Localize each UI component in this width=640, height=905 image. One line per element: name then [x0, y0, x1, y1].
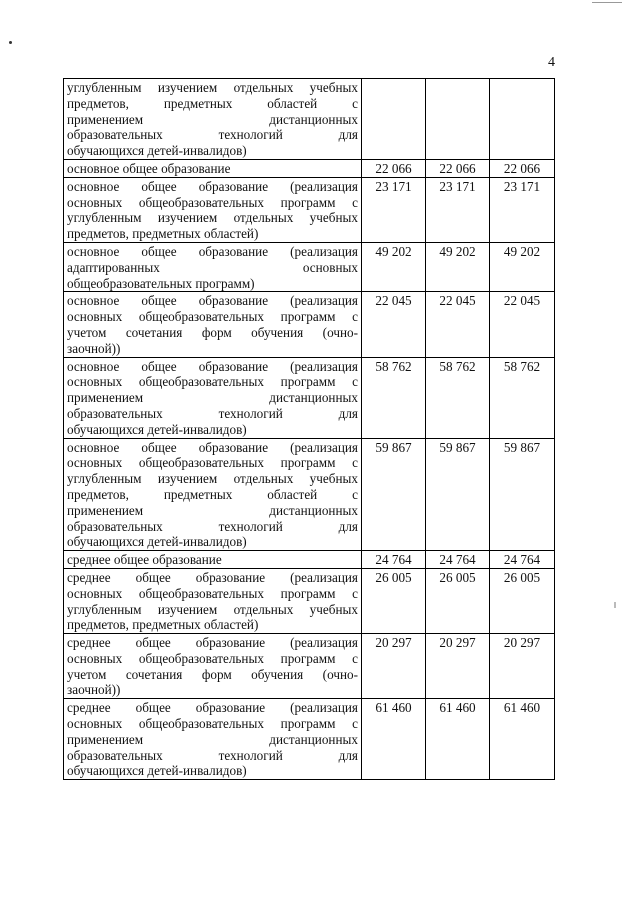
- value-cell-year-1: 49 202: [362, 242, 426, 291]
- description-line: применением дистанционных: [67, 731, 358, 747]
- description-line: обучающихся детей-инвалидов): [67, 421, 247, 437]
- description-line: основное общее образование (реализация: [67, 178, 358, 194]
- page-number: 4: [548, 55, 555, 70]
- table-row: [64, 634, 555, 699]
- description-line: основных общеобразовательных программ с: [67, 716, 358, 732]
- description-line: углубленным изучением отдельных учебных: [67, 471, 358, 487]
- education-level-cell: [64, 242, 362, 291]
- description-line: заочной)): [67, 682, 121, 698]
- description-line: углубленным изучением отдельных учебных: [67, 601, 358, 617]
- value-cell-year-2: 61 460: [426, 699, 490, 780]
- description-line: основных общеобразовательных программ с: [67, 650, 358, 666]
- table-row: [64, 79, 555, 160]
- description-line: адаптированных основных: [67, 259, 358, 275]
- description-line: углубленным изучением отдельных учебных: [67, 80, 358, 95]
- description-line: обучающихся детей-инвалидов): [67, 143, 247, 159]
- description-line: среднее общее образование: [67, 552, 222, 568]
- value-cell-year-3: [490, 79, 555, 160]
- education-level-cell: [64, 292, 362, 357]
- value-cell-year-2: 20 297: [426, 634, 490, 699]
- description-line: предметов, предметных областей с: [67, 95, 358, 111]
- cost-table: [63, 78, 555, 780]
- description-line: образовательных технологий для: [67, 747, 358, 763]
- value-cell-year-1: 59 867: [362, 438, 426, 551]
- description-line: основное общее образование (реализация: [67, 358, 358, 374]
- value-cell-year-1: [362, 79, 426, 160]
- description-line: основных общеобразовательных программ с: [67, 194, 358, 210]
- description-line: учетом сочетания форм обучения (очно-: [67, 324, 358, 340]
- description-line: предметов, предметных областей): [67, 617, 259, 633]
- description-line: применением дистанционных: [67, 111, 358, 127]
- value-cell-year-2: 22 066: [426, 159, 490, 177]
- value-cell-year-2: 49 202: [426, 242, 490, 291]
- description-line: основных общеобразовательных программ с: [67, 309, 358, 325]
- value-cell-year-2: 58 762: [426, 357, 490, 438]
- table-row: [64, 242, 555, 291]
- description-line: основных общеобразовательных программ с: [67, 455, 358, 471]
- description-line: образовательных технологий для: [67, 518, 358, 534]
- value-cell-year-1: 58 762: [362, 357, 426, 438]
- table-row: [64, 159, 555, 177]
- value-cell-year-3: 20 297: [490, 634, 555, 699]
- description-line: основное общее образование (реализация: [67, 439, 358, 455]
- description-line: общеобразовательных программ): [67, 275, 255, 291]
- value-cell-year-3: 59 867: [490, 438, 555, 551]
- description-line: среднее общее образование (реализация: [67, 569, 358, 585]
- value-cell-year-2: [426, 79, 490, 160]
- value-cell-year-1: 61 460: [362, 699, 426, 780]
- value-cell-year-1: 24 764: [362, 551, 426, 569]
- description-line: заочной)): [67, 340, 121, 356]
- table-row: [64, 357, 555, 438]
- value-cell-year-3: 22 045: [490, 292, 555, 357]
- description-line: основных общеобразовательных программ с: [67, 585, 358, 601]
- education-level-cell: [64, 551, 362, 569]
- description-line: применением дистанционных: [67, 390, 358, 406]
- value-cell-year-1: 20 297: [362, 634, 426, 699]
- education-level-cell: [64, 699, 362, 780]
- table-row: [64, 699, 555, 780]
- scan-edge-line: [592, 2, 622, 3]
- value-cell-year-3: 24 764: [490, 551, 555, 569]
- education-level-cell: [64, 438, 362, 551]
- description-line: основное общее образование: [67, 160, 231, 176]
- description-line: основное общее образование (реализация: [67, 243, 358, 259]
- scan-margin-mark: [614, 602, 616, 608]
- value-cell-year-1: 22 045: [362, 292, 426, 357]
- education-level-cell: [64, 634, 362, 699]
- description-line: основное общее образование (реализация: [67, 293, 358, 309]
- description-line: среднее общее образование (реализация: [67, 700, 358, 716]
- value-cell-year-3: 49 202: [490, 242, 555, 291]
- description-line: обучающихся детей-инвалидов): [67, 763, 247, 779]
- value-cell-year-2: 24 764: [426, 551, 490, 569]
- table-row: [64, 177, 555, 242]
- value-cell-year-3: 61 460: [490, 699, 555, 780]
- cost-table-body: [64, 79, 555, 780]
- value-cell-year-1: 22 066: [362, 159, 426, 177]
- value-cell-year-3: 23 171: [490, 177, 555, 242]
- description-line: учетом сочетания форм обучения (очно-: [67, 666, 358, 682]
- description-line: образовательных технологий для: [67, 405, 358, 421]
- description-line: обучающихся детей-инвалидов): [67, 534, 247, 550]
- education-level-cell: [64, 79, 362, 160]
- table-row: [64, 438, 555, 551]
- education-level-cell: [64, 177, 362, 242]
- education-level-cell: [64, 568, 362, 633]
- value-cell-year-3: 26 005: [490, 568, 555, 633]
- description-line: предметов, предметных областей с: [67, 486, 358, 502]
- table-row: [64, 292, 555, 357]
- value-cell-year-2: 26 005: [426, 568, 490, 633]
- description-line: применением дистанционных: [67, 502, 358, 518]
- education-level-cell: [64, 357, 362, 438]
- description-line: углубленным изучением отдельных учебных: [67, 210, 358, 226]
- value-cell-year-2: 59 867: [426, 438, 490, 551]
- value-cell-year-3: 58 762: [490, 357, 555, 438]
- value-cell-year-2: 23 171: [426, 177, 490, 242]
- table-row: [64, 551, 555, 569]
- description-line: предметов, предметных областей): [67, 226, 259, 242]
- education-level-cell: [64, 159, 362, 177]
- scan-dot-mark: [9, 41, 12, 44]
- description-line: основных общеобразовательных программ с: [67, 374, 358, 390]
- value-cell-year-1: 26 005: [362, 568, 426, 633]
- value-cell-year-1: 23 171: [362, 177, 426, 242]
- description-line: среднее общее образование (реализация: [67, 635, 358, 651]
- description-line: образовательных технологий для: [67, 127, 358, 143]
- value-cell-year-2: 22 045: [426, 292, 490, 357]
- value-cell-year-3: 22 066: [490, 159, 555, 177]
- table-row: [64, 568, 555, 633]
